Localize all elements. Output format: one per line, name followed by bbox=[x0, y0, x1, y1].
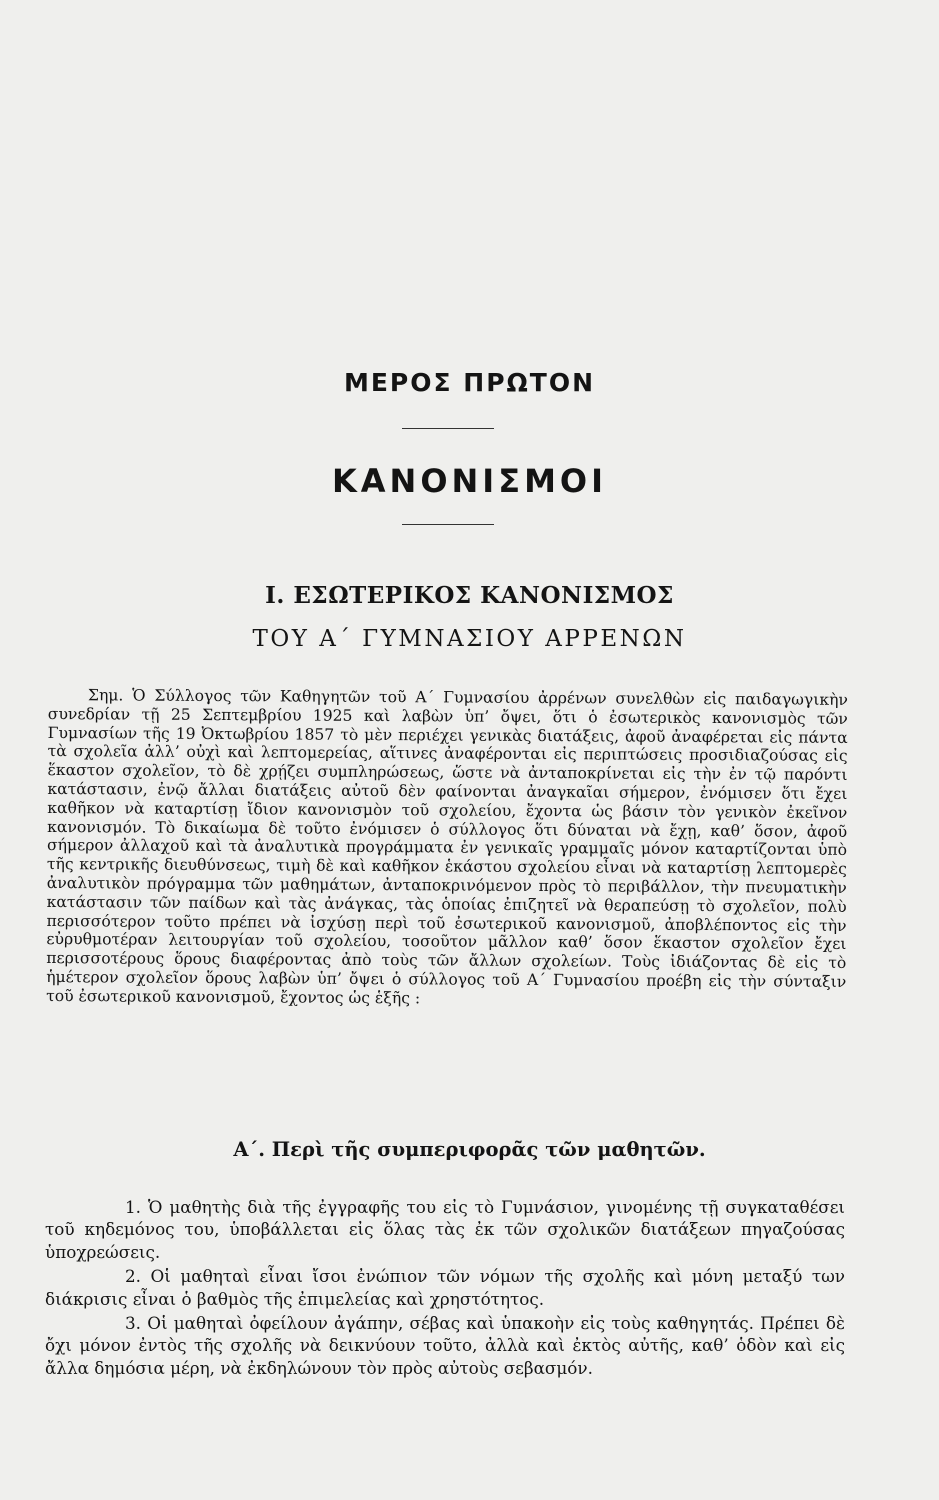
part-title: ΜΕΡΟΣ ΠΡΩΤΟΝ bbox=[343, 368, 596, 397]
section-title-line1: I. ΕΣΩΤΕΡΙΚΟΣ ΚΑΝΟΝΙΣΜΟΣ bbox=[265, 582, 674, 609]
main-title: ΚΑΝΟΝΙΣΜΟΙ bbox=[331, 462, 608, 500]
title-divider-top bbox=[402, 428, 494, 429]
article-paragraph: 2. Οἱ μαθηταὶ εἶναι ἴσοι ἐνώπιον τῶν νόμων τῆς σχολῆς καὶ μόνη μεταξύ των διάκρισις εἶναι ὁ βαθμὸς τῆς ἐπιμελείας καὶ χρηστότητος. bbox=[45, 1266, 845, 1309]
article-paragraph: 3. Οἱ μαθηταὶ ὀφείλουν ἀγάπην, σέβας καὶ ὑπακοὴν εἰς τοὺς καθηγητάς. Πρέπει δὲ ὄχι μόνον ἐντὸς τῆς σχολῆς νὰ δεικνύουν τοῦτο, ἀλλὰ καὶ ἐκτὸς αὐτῆς, καθ’ ὁδὸν καὶ εἰς ἄλλα δημόσια μέρη, νὰ ἐκδηλώνουν τὸν πρὸς αὐτοὺς σεβασμόν. bbox=[45, 1313, 845, 1378]
subsection-title: Α΄. Περὶ τῆς συμπεριφορᾶς τῶν μαθητῶν. bbox=[233, 1138, 706, 1161]
title-divider-bottom bbox=[402, 524, 494, 525]
articles-list bbox=[45, 1196, 845, 1381]
introductory-note: Σημ. Ὁ Σύλλογος τῶν Καθηγητῶν τοῦ Α΄ Γυμνασίου ἀρρένων συνελθὼν εἰς παιδαγωγικὴν συνεδρίαν τῇ 25 Σεπτεμβρίου 1925 καὶ λαβὼν ὑπ’ ὄψει, ὅτι ὁ ἐσωτερικὸς κανονισμὸς τῶν Γυμνασίων τῆς 19 Ὀκτωβρίου 1857 τὸ μὲν περιέχει γενικὰς διατάξεις, ἀφοῦ ἀναφέρεται εἰς πάντα τὰ σχολεῖα ἀλλ’ οὐχὶ καὶ λεπτομερείας, αἵτινες ἀναφέρονται εἰς περιπτώσεις προσιδιαζούσας εἰς ἕκαστον σχολεῖον, τὸ δὲ χρῄζει συμπληρώσεως, ὥστε νὰ ἀνταποκρίνεται εἰς τὴν ἐν τῷ παρόντι κατάστασιν, ἐνῷ ἄλλαι διατάξεις αὐτοῦ δὲν φαίνονται ἀναγκαῖαι σήμερον, ἐνόμισεν ὅτι ἔχει καθῆκον νὰ καταρτίσῃ ἴδιον κανονισμὸν τοῦ σχολείου, ἔχοντα ὡς βάσιν τὸν γενικὸν ἐκεῖνον κανονισμόν. Τὸ δικαίωμα δὲ τοῦτο ἐνόμισεν ὁ σύλλογος ὅτι δύναται νὰ ἔχῃ, καθ’ ὅσον, ἀφοῦ σήμερον ἀλλαχοῦ καὶ τὰ ἀναλυτικὰ προγράμματα ἐν γενικαῖς γραμμαῖς μόνον καταρτίζονται ὑπὸ τῆς κεντρικῆς διευθύνσεως, τιμὴ δὲ καὶ καθῆκον ἑκάστου σχολείου εἶναι νὰ καταρτίσῃ λεπτομερὲς ἀναλυτικὸν πρόγραμμα τῶν μαθημάτων, ἀνταποκρινόμενον πρὸς τὸ περιβάλλον, τὴν πνευματικὴν κατάστασιν τῶν παίδων καὶ τὰς ἀνάγκας, τὰς ὁποίας ἐπιζητεῖ νὰ θεραπεύσῃ τὸ σχολεῖον, πολὺ περισσότερον τοῦτο πρέπει νὰ ἰσχύσῃ περὶ τοῦ ἐσωτερικοῦ κανονισμοῦ, ἀποβλέποντος εἰς τὴν εὐρυθμοτέραν λειτουργίαν τοῦ σχολείου, τοσοῦτον μᾶλλον καθ’ ὅσον ἕκαστον σχολεῖον ἔχει περισσοτέρους ὅρους διαφέροντας ἀπὸ τοὺς τῶν ἄλλων σχολείων. Τοὺς ἰδιάζοντας δὲ εἰς τὸ ἡμέτερον σχολεῖον ὅρους λαβὼν ὑπ’ ὄψει ὁ σύλλογος τοῦ Α΄ Γυμνασίου προέβη εἰς τὴν σύνταξιν τοῦ ἐσωτερικοῦ κανονισμοῦ, ἔχοντος ὡς ἑξῆς : bbox=[46, 686, 848, 1008]
section-title-line2: ΤΟΥ Α΄ ΓΥΜΝΑΣΙΟΥ ΑΡΡΕΝΩΝ bbox=[252, 626, 687, 652]
article-paragraph: 1. Ὁ μαθητὴς διὰ τῆς ἐγγραφῆς του εἰς τὸ Γυμνάσιον, γινομένης τῇ συγκαταθέσει τοῦ κηδεμόνος του, ὑποβάλλεται εἰς ὅλας τὰς ἐκ τῶν σχολικῶν διατάξεων πηγαζούσας ὑποχρεώσεις. bbox=[45, 1197, 845, 1262]
